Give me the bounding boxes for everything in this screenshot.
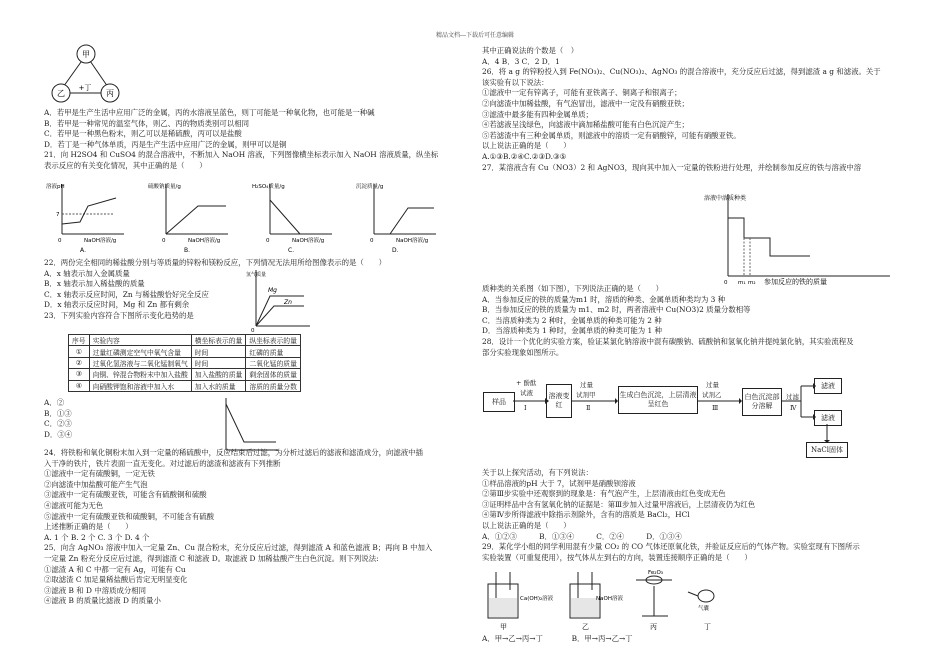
q21-stem-2: 表示反应的有关变化情况，其中正确的是（ ） — [44, 160, 207, 170]
q20-options — [44, 108, 484, 172]
svg-text:0: 0 — [266, 238, 270, 244]
apparatus-ding — [688, 590, 714, 631]
svg-text:沉淀质量/g: 沉淀质量/g — [356, 184, 384, 190]
q20-option-c: C．若甲是一种黑色粉末，则乙可以是稀硫酸，丙可以是盐酸 — [44, 129, 242, 139]
q21-graph-d — [356, 182, 436, 254]
svg-text:0: 0 — [370, 238, 374, 244]
svg-text:硫酸钠质量/g: 硫酸钠质量/g — [148, 184, 181, 190]
q20-option-b: B．若甲是一种常见的温室气体，则乙、丙的物质类别可以相同 — [44, 118, 249, 128]
svg-text:m₂: m₂ — [748, 280, 756, 286]
flow-sample: 样品 — [483, 392, 515, 412]
q22-stem: 22．两份完全相同的稀盐酸分别与等质量的锌粉和镁粉反应，下列情况无法用所给图像表示的是（ ） — [44, 258, 386, 267]
page-header: 精品文档---下载后可任意编辑 — [435, 32, 515, 39]
q22-graph — [244, 266, 314, 332]
svg-text:气囊: 气囊 — [698, 606, 710, 612]
table-row: ② 过氧化氢溶液与二氧化锰制氧气 时间 二氧化锰的质量 — [69, 357, 301, 368]
q21-graph-c — [252, 182, 332, 254]
q21-graph-a — [46, 182, 124, 254]
q24-block: 24．将铁粉和氧化铜粉末加入到一定量的稀硫酸中，反应结束后过滤，为分析过滤后的滤液和滤渣成分，向滤液中插 入干净的铁片，铁片表面一直无变化。对过滤后的滤渣和滤液有下列推断 ①滤液中一定有硫酸铜，一定无铁 ②向滤渣中加盐酸可能产生气泡 ③滤液中一定有硫酸亚铁，可能含有硫酸铜和硫酸 ④滤液可能为无色 ⑤滤液中一定有硫酸亚铁和硫酸铜，不可能含有硫酸 上述推断正确的是（ ） A. 1 个 B. 2 个 C. 3 个 D. 4 个 25．向含 AgNO₃ 溶液中加入一定量 Zn、Cu 混合粉末，充分反应后过滤，得到滤渣 A 和蓝色滤液 B；再向 B 中加入 一定量 Zn 粉充分反应后过滤，得到滤渣 C 和滤液 D。取滤液 D 加稀盐酸产生白色沉淀。则下列说法: ①滤渣 A 和 C 中都一定有 Ag，可能有 Cu ②取滤渣 C 加足量稀盐酸后肯定无明显变化 ③滤液 B 和 D 中溶质成分相同 ④滤液 B 的质量比滤液 D 的质量小 — [44, 448, 433, 606]
q22-option-d: D．x 轴表示反应时间，Mg 和 Zn 都有剩余 — [44, 300, 190, 310]
svg-text:丁: 丁 — [704, 623, 711, 631]
q29-apparatus — [482, 566, 742, 632]
edge-label: +丁 — [78, 84, 92, 92]
q29-options — [482, 633, 633, 644]
svg-text:0: 0 — [251, 328, 255, 332]
flow-box-3: 白色沉淀部分溶解 — [742, 388, 782, 416]
q20-option-a: A．若甲是生产生活中应用广泛的金属，丙的水溶液呈蓝色，则丁可能是一种氧化物，也可能是一种碱 — [44, 108, 375, 117]
svg-text:NaOH溶液/g: NaOH溶液/g — [396, 238, 429, 244]
flow-arrows — [483, 376, 863, 456]
q27-block: 质种类的关系图（如下图），下列说法正确的是（ ） A．当参加反应的铁的质量为m1 时，溶质的种类、金属单质种类均为 3 种 B．当参加反应的铁的质量为 m1、m2 时，两者溶液中 Cu(NO3)2 质量分数相等 C．当溶质种类为 2 种时，金属单质的种类可能为 2 种 D．当溶质种类为 1 种时，金属单质的种类可能为 1 种 28．设计一个优化的实验方案，验证某氯化钠溶液中混有碳酸钠、硫酸钠和氢氧化钠并提纯氯化钠，其实验流程及 部分实验现象如图所示。 — [482, 284, 854, 357]
svg-text:0: 0 — [724, 280, 728, 286]
svg-text:C．: C． — [288, 247, 299, 254]
node-yi: 乙 — [57, 89, 65, 98]
svg-text:0: 0 — [162, 238, 166, 244]
svg-text:m₁: m₁ — [738, 280, 746, 286]
table-row: ① 过量红磷测定空气中氧气含量 时间 红磷的质量 — [69, 346, 301, 357]
svg-text:B．: B． — [184, 247, 195, 254]
apparatus-jia — [488, 572, 554, 631]
q22-option-b: B．x 轴表示加入稀盐酸的质量 — [44, 279, 145, 289]
q21-stem-1: 21．向 H2SO4 和 CuSO4 的混合溶液中，不断加入 NaOH 溶液，下列图像横坐标表示加入 NaOH 溶液质量，纵坐标 — [44, 150, 439, 160]
q22-option-c: C．x 轴表示反应时间，Zn 与稀盐酸恰好完全反应 — [44, 289, 209, 299]
q21-graphs — [44, 176, 484, 256]
q22-option-a: A．x 轴表示加入金属质量 — [44, 268, 130, 278]
svg-text:7: 7 — [56, 212, 60, 218]
svg-text:甲: 甲 — [500, 623, 507, 631]
apparatus-bing — [636, 570, 672, 631]
svg-text:Zn: Zn — [284, 299, 292, 306]
q23-table: 序号 实验内容 横坐标表示的量 纵坐标表示的量 ① 过量红磷测定空气中氧气含量 时间 红磷的质量 ② 过氧化氢溶液与二氧化锰制氧气 时间 二氧化锰的质量 ③ 向铜、锌混合物粉末中加入盐酸 加入盐酸的质量 剩余固体的质量 ④ 向硝酸钾饱和溶液中加入水 加入水的质量 溶质的质量分数 — [68, 334, 301, 392]
q29-option-a: A．甲→乙→丙→丁 — [482, 634, 543, 643]
flow-box-2: 生成白色沉淀，上层清液呈红色 — [618, 386, 698, 414]
svg-text:氢气质量: 氢气质量 — [246, 272, 267, 278]
node-jia: 甲 — [82, 50, 90, 59]
q20-option-d: D．若丁是一种气体单质，丙是生产生活中应用广泛的金属，则甲可以是铜 — [44, 139, 287, 149]
q23-graph — [222, 396, 282, 454]
flow-box-1: 溶液变红 — [546, 384, 572, 418]
svg-text:NaOH溶液/g: NaOH溶液/g — [188, 238, 221, 244]
q28-block: 关于以上探究活动，有下列说法： ①样品溶液的pH 大于 7，试剂甲是硝酸钡溶液 ②第Ⅲ步实验中还观察到的现象是：有气泡产生，上层清液由红色变成无色 ③证明样品中含有氢氧化钠的证据是：第Ⅲ步加入过量甲溶液后，上层清夜仍为红色 ④第Ⅳ步所得滤液中除指示剂除外，含有的溶质是 BaCl₂，HCl 以上说法正确的是（ ） A．①②③ B．①③④ C．②④ D．①③④ 29．某化学小组的同学利用混有少量 CO₂ 的 CO 气体还原氧化铁，并验证反应后的气体产物。实验室现有下图所示 实验装置（可重复使用），按气体从左到右的方向，装置连接顺序正确的是（ ） — [482, 468, 860, 562]
svg-text:溶液中溶质种类: 溶液中溶质种类 — [704, 195, 747, 202]
svg-text:H₂SO₄质量/g: H₂SO₄质量/g — [252, 184, 285, 190]
svg-text:Ca(OH)₂溶液: Ca(OH)₂溶液 — [520, 596, 554, 602]
table-row: ③ 向铜、锌混合物粉末中加入盐酸 加入盐酸的质量 剩余固体的质量 — [69, 369, 301, 380]
svg-text:丙: 丙 — [650, 623, 657, 631]
node-bing: 丙 — [106, 89, 114, 98]
q23-stem: 23．下列实验内容符合下图所示变化趋势的是 — [44, 310, 194, 320]
triangle-diagram — [44, 44, 144, 106]
svg-text:参加反应的铁的质量: 参加反应的铁的质量 — [764, 278, 827, 286]
apparatus-yi — [570, 572, 623, 631]
flow-residue: 滤液 — [814, 410, 842, 426]
svg-text:NaOH溶液/g: NaOH溶液/g — [84, 238, 117, 244]
table-row: ④ 向硝酸钾饱和溶液中加入水 加入水的质量 溶质的质量分数 — [69, 380, 301, 391]
q26-block: 其中正确说法的个数是（ ） A．4 B．3 C．2 D．1 26．将 a g 的锌粉投入到 Fe(NO₃)₂、Cu(NO₃)₂、AgNO₃ 的混合溶液中，充分反应后过滤，得到滤渣 a g 和滤液。关于 该实验有以下说法： ①滤液中一定有锌离子，可能有亚铁离子、铜离子和银离子； ②向滤渣中加稀盐酸，有气泡冒出，滤液中一定没有硝酸亚铁； ③滤渣中最多能有四种金属单质； ④若滤液呈浅绿色，向滤液中滴加稀盐酸可能有白色沉淀产生； ⑤若滤渣中有三种金属单质，则滤液中的溶质一定有硝酸锌，可能有硝酸亚铁。 以上说法正确的是（ ） A.①③B.②④C.②③D.③⑤ 27．某溶液含有 Cu（NO3）2 和 AgNO3，现向其中加入一定量的铁粉进行处理，并绘制参加反应的铁与溶液中溶 — [482, 46, 881, 172]
svg-text:D．: D． — [392, 247, 403, 254]
flow-filtrate: 滤液 — [814, 378, 842, 394]
svg-text:0: 0 — [58, 238, 62, 244]
graph-a-ylabel: 溶液pH — [46, 184, 65, 190]
svg-text:Fe₂O₃: Fe₂O₃ — [648, 570, 663, 576]
svg-text:Mg: Mg — [268, 287, 277, 294]
q29-option-b: B．甲→丙→乙→丁 — [571, 634, 633, 643]
svg-text:乙: 乙 — [582, 623, 589, 631]
q23-options: A．② B．①③ C．②③ D．③④ — [44, 398, 73, 439]
svg-text:NaOH溶液: NaOH溶液 — [596, 596, 623, 602]
svg-text:NaOH溶液/g: NaOH溶液/g — [292, 238, 325, 244]
flow-nacl: NaCl固体 — [806, 442, 848, 458]
q27-graph — [700, 190, 900, 290]
graph-a-label: A． — [80, 247, 91, 254]
q21-graph-b — [148, 182, 228, 254]
